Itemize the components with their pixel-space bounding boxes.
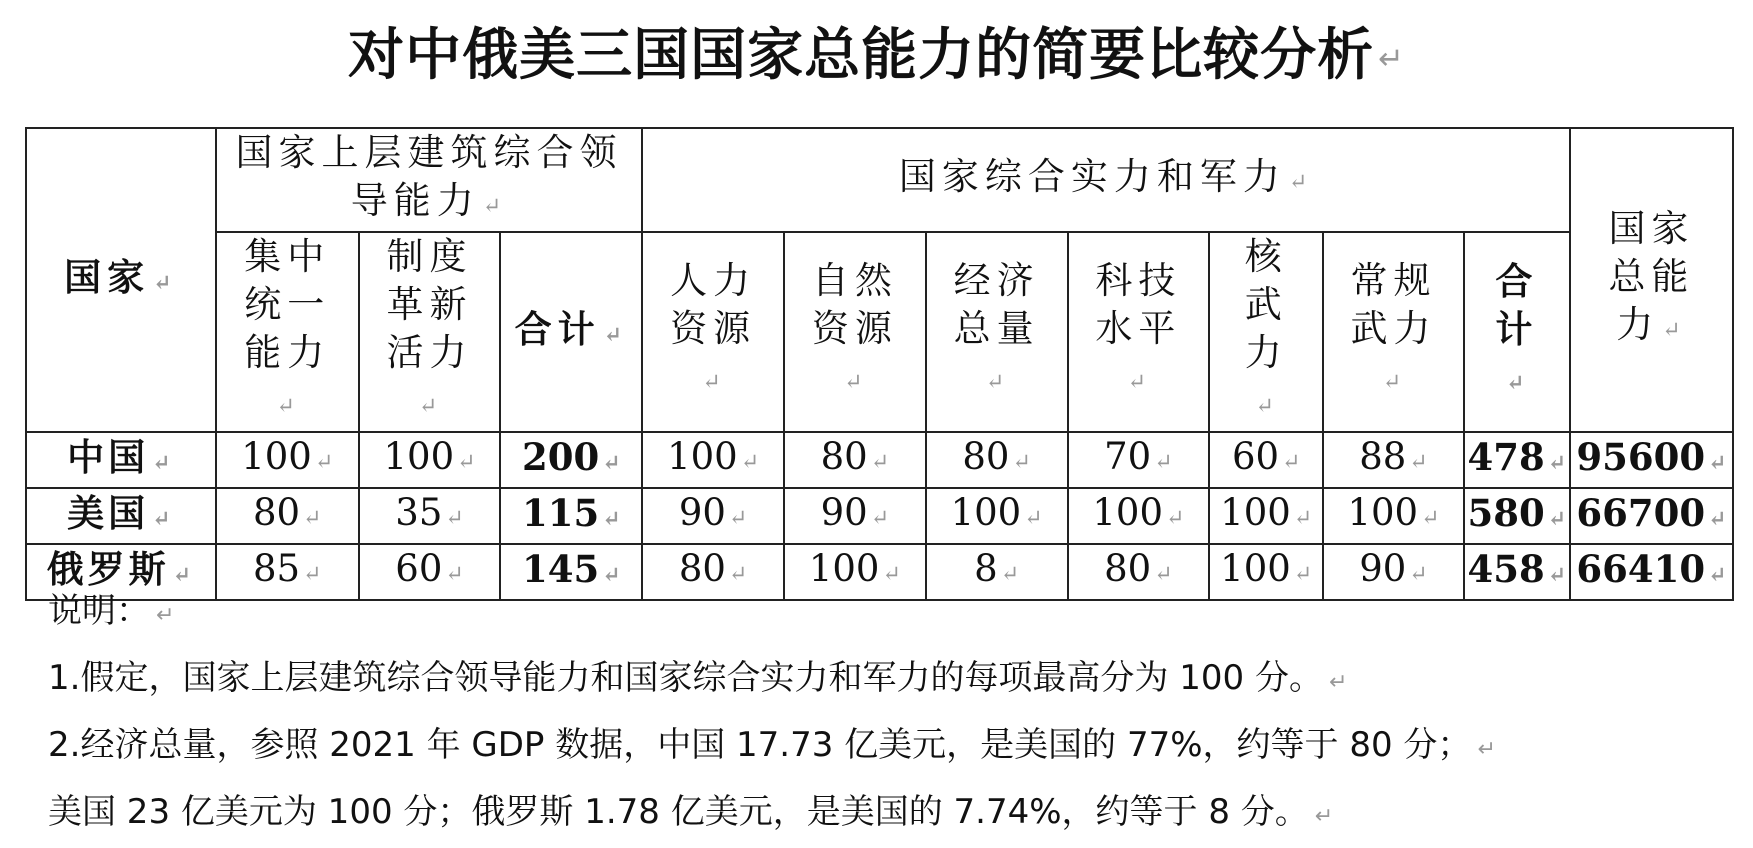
cell-centralized: 80 ↵ bbox=[216, 488, 359, 544]
cell-institutional: 60 ↵ bbox=[359, 544, 501, 600]
header-leadership-group: 国家上层建筑综合领导能力 ↵ bbox=[216, 128, 642, 232]
header-manpower: 人力资源↵ bbox=[642, 232, 784, 432]
paragraph-mark-icon: ↵ bbox=[1378, 40, 1405, 77]
header-total-power: 国家总能力 ↵ bbox=[1570, 128, 1733, 432]
cell-natural: 90 ↵ bbox=[784, 488, 926, 544]
cell-institutional: 35 ↵ bbox=[359, 488, 501, 544]
cell-tech: 100 ↵ bbox=[1068, 488, 1210, 544]
table-row bbox=[26, 488, 1733, 544]
cell-nuclear: 100 ↵ bbox=[1209, 488, 1323, 544]
cell-conventional: 90 ↵ bbox=[1323, 544, 1464, 600]
header-tech: 科技水平↵ bbox=[1068, 232, 1210, 432]
cell-centralized: 85 ↵ bbox=[216, 544, 359, 600]
cell-strength-sum: 580 ↵ bbox=[1464, 488, 1570, 544]
cell-total: 66700 ↵ bbox=[1570, 488, 1733, 544]
note-line-1: 1.假定，国家上层建筑综合领导能力和国家综合实力和军力的每项最高分为 100 分。 ↵ bbox=[48, 658, 1348, 698]
country-cell: 中国 ↵ bbox=[26, 432, 216, 488]
cell-leadership-sum: 145 ↵ bbox=[500, 544, 642, 600]
header-strength-sum: 合计↵ bbox=[1464, 232, 1570, 432]
header-institutional: 制度革新活力↵ bbox=[359, 232, 501, 432]
cell-nuclear: 60 ↵ bbox=[1209, 432, 1323, 488]
cell-centralized: 100 ↵ bbox=[216, 432, 359, 488]
cell-institutional: 100 ↵ bbox=[359, 432, 501, 488]
header-nuclear: 核武力↵ bbox=[1209, 232, 1323, 432]
cell-economy: 100 ↵ bbox=[926, 488, 1068, 544]
country-cell: 俄罗斯 ↵ bbox=[26, 544, 216, 600]
header-economy: 经济总量↵ bbox=[926, 232, 1068, 432]
cell-economy: 8 ↵ bbox=[926, 544, 1068, 600]
cell-conventional: 100 ↵ bbox=[1323, 488, 1464, 544]
header-conventional: 常规武力↵ bbox=[1323, 232, 1464, 432]
header-centralized: 集中统一能力↵ bbox=[216, 232, 359, 432]
cell-conventional: 88 ↵ bbox=[1323, 432, 1464, 488]
header-strength-group: 国家综合实力和军力 ↵ bbox=[642, 128, 1570, 232]
note-line-3: 美国 23 亿美元为 100 分；俄罗斯 1.78 亿美元，是美国的 7.74%，约等于 8 分。 ↵ bbox=[48, 792, 1334, 832]
cell-total: 95600 ↵ bbox=[1570, 432, 1733, 488]
cell-tech: 70 ↵ bbox=[1068, 432, 1210, 488]
cell-leadership-sum: 115 ↵ bbox=[500, 488, 642, 544]
cell-manpower: 100 ↵ bbox=[642, 432, 784, 488]
cell-nuclear: 100 ↵ bbox=[1209, 544, 1323, 600]
cell-strength-sum: 478 ↵ bbox=[1464, 432, 1570, 488]
notes-heading: 说明： ↵ bbox=[48, 591, 175, 631]
cell-total: 66410 ↵ bbox=[1570, 544, 1733, 600]
country-cell: 美国 ↵ bbox=[26, 488, 216, 544]
header-country: 国家 ↵ bbox=[26, 128, 216, 432]
page-title: 对中俄美三国国家总能力的简要比较分析 ↵ bbox=[348, 23, 1405, 88]
comparison-table bbox=[25, 127, 1734, 601]
header-leadership-sum: 合计 ↵ bbox=[500, 232, 642, 432]
cell-manpower: 80 ↵ bbox=[642, 544, 784, 600]
notes bbox=[48, 580, 1496, 848]
cell-natural: 80 ↵ bbox=[784, 432, 926, 488]
table-row bbox=[26, 432, 1733, 488]
cell-economy: 80 ↵ bbox=[926, 432, 1068, 488]
cell-natural: 100 ↵ bbox=[784, 544, 926, 600]
cell-manpower: 90 ↵ bbox=[642, 488, 784, 544]
cell-strength-sum: 458 ↵ bbox=[1464, 544, 1570, 600]
cell-leadership-sum: 200 ↵ bbox=[500, 432, 642, 488]
header-natural: 自然资源↵ bbox=[784, 232, 926, 432]
note-line-2: 2.经济总量，参照 2021 年 GDP 数据，中国 17.73 亿美元，是美国的 77%，约等于 80 分； ↵ bbox=[48, 725, 1496, 765]
cell-tech: 80 ↵ bbox=[1068, 544, 1210, 600]
